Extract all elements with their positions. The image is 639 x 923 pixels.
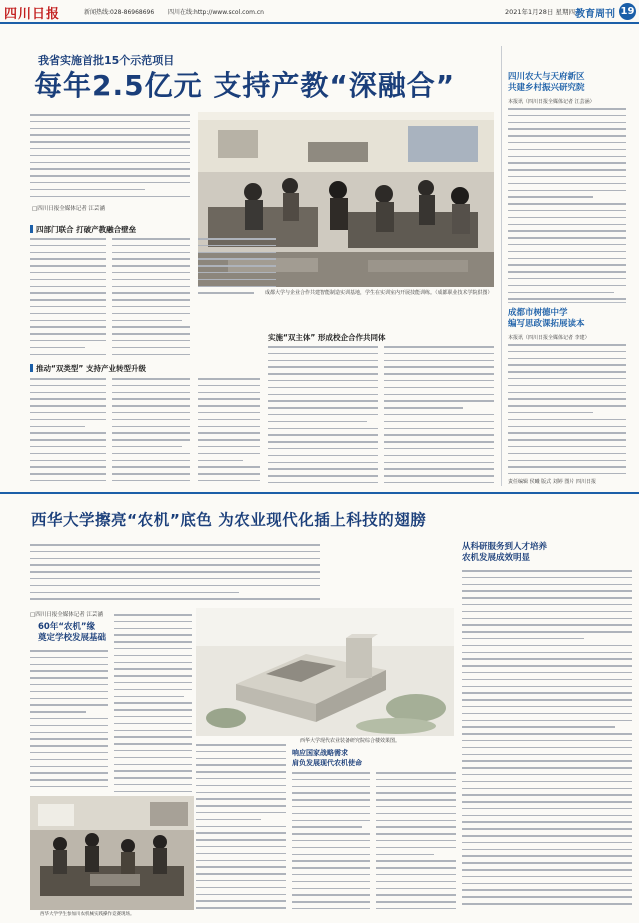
issue-date: 2021年1月28日 星期四: [504, 8, 575, 16]
hotline: 新闻热线:028-86968696: [84, 9, 155, 16]
article-headline: 每年2.5亿元 支持产教“深融合”: [34, 69, 456, 102]
bottom-right-body: [462, 570, 632, 910]
building-rendering-photo: [196, 608, 454, 736]
bottom-center-col-3: [376, 772, 456, 912]
subhead-dual-type: 推动“双类型” 支持产业转型升级: [30, 363, 146, 374]
article-byline: □四川日报全媒体记者 江芸涵: [32, 206, 105, 212]
right-item-1-byline: 本报讯（四川日报全媒体记者 江芸涵）: [508, 99, 595, 105]
website[interactable]: 四川在线:http://www.scol.com.cn: [168, 9, 264, 16]
body-column-1: [30, 238, 106, 356]
bottom-lead: [30, 544, 320, 606]
bottom-subhead-center: 响应国家战略需求 肩负发展现代农机使命: [292, 749, 362, 767]
photo-caption: 成都大学与企业合作共建智能制造实训基地，学生在实训室内开展技能训练。（成都职业技术学院供图）: [265, 290, 493, 296]
students-photo: [30, 796, 194, 910]
subhead-four-departments: 四部门联合 打破产教融合壁垒: [30, 224, 136, 235]
lead-paragraph: [30, 114, 190, 200]
students-caption: 西华大学学生参加川农机械实践操作竞赛现场。: [40, 912, 135, 917]
bottom-center-col-2: [292, 772, 370, 912]
right-item-2-byline: 本报讯（四川日报全媒体记者 李建）: [508, 335, 590, 341]
bottom-subhead-left: 60年“农机”缘 奠定学校发展基础: [38, 622, 107, 643]
column-divider: [501, 46, 502, 486]
body-column-6: [198, 378, 260, 486]
body-column-7: [268, 346, 378, 486]
right-item-1-title: 四川农大与天府新区 共建乡村振兴研究院: [508, 72, 585, 93]
right-item-1-body: [508, 108, 626, 300]
body-column-5: [112, 378, 190, 486]
body-column-3: [198, 238, 276, 298]
body-column-2: [112, 238, 190, 356]
bottom-left-col-1: [30, 650, 108, 792]
bottom-byline: □四川日报全媒体记者 江芸涵: [30, 612, 103, 618]
page-number: 19: [619, 3, 636, 20]
right-item-2-body: [508, 344, 626, 474]
bottom-headline: 西华大学擦亮“农机”底色 为农业现代化插上科技的翅膀: [31, 511, 427, 529]
newspaper-logo: 四川日报: [4, 7, 61, 22]
right-item-2-title: 成都市树德中学 编写思政课拓展读本: [508, 308, 585, 329]
bottom-subhead-right: 从科研服务到人才培养 农机发展成效明显: [462, 542, 548, 563]
bottom-center-col-1: [196, 744, 286, 912]
building-caption: 西华大学现代农业装备研究院综合楼效果图。: [300, 738, 401, 744]
page-credit: 责任编辑 侯曦 版式 刘婷 图片 四川日报: [508, 479, 596, 485]
article-subtitle: 我省实施首批15个示范项目: [38, 54, 175, 67]
right-divider: [508, 302, 626, 303]
body-column-8: [384, 346, 494, 486]
body-column-4: [30, 378, 106, 486]
section-title: 教育周刊: [575, 9, 615, 20]
masthead: [0, 0, 639, 24]
subhead-dual-subject: 实施“双主体” 形成校企合作共同体: [268, 333, 386, 342]
bottom-left-col-2: [114, 614, 192, 792]
story-divider: [0, 492, 639, 494]
